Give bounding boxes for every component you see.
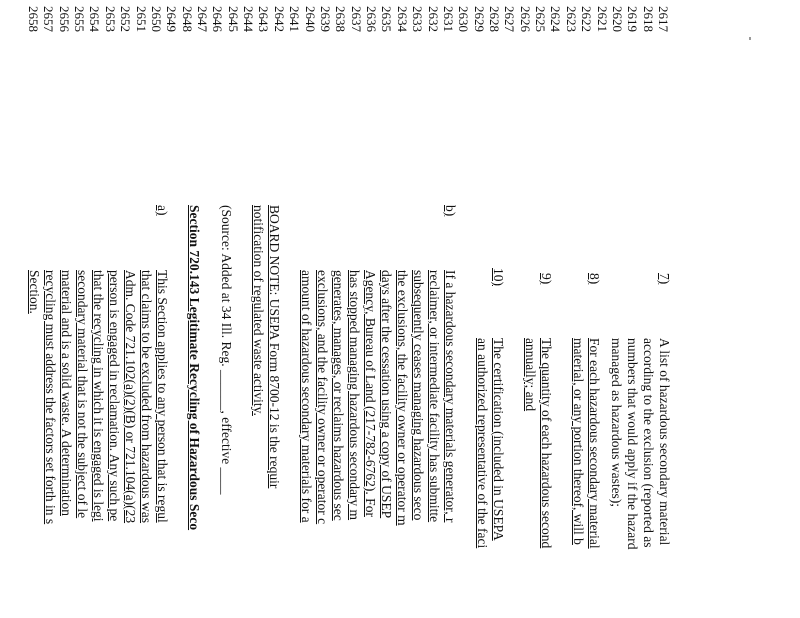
line-number: 2650 [149,6,164,32]
subsection-b-line: exclusions, and the facility owner or operator c [315,270,330,525]
item-9-line: annually; and [523,338,538,412]
line-number: 2656 [57,6,72,32]
item-8-line: For each hazardous secondary material [587,338,602,549]
board-note-line: notification of regulated waste activity. [251,205,266,416]
line-number: 2637 [349,6,364,32]
subsection-b-line: amount of hazardous secondary materials for a [299,270,314,523]
line-number: 2629 [472,6,487,32]
subsection-a-line: that the recycling in which it is engaged is legi [91,270,106,522]
line-number: 2635 [379,6,394,32]
item-10-label: 10) [491,268,506,286]
line-number: 2651 [134,6,149,32]
line-number: 2624 [548,6,563,32]
line-number: 2648 [180,6,195,32]
subsection-b-line: the exclusions, the facility owner or operator m [395,270,410,526]
subsection-a-line: Adm. Code 721.102(a)(2)(B) or 721.104(a)(23 [123,270,138,524]
subsection-a-line: Section. [27,270,42,314]
line-number: 2617 [656,6,671,32]
line-number: 2618 [641,6,656,32]
line-number: 2639 [318,6,333,32]
line-number: 2653 [103,6,118,32]
item-7-line: according to the exclusion (reported as [641,338,656,548]
item-9-label: 9) [539,273,554,285]
subsection-b-line: days after the cessation using a copy of USEP [379,270,394,519]
subsection-a-line: that claims to be excluded from hazardous was [139,270,154,524]
subsection-a-label: a) [155,205,170,216]
item-8-label: 8) [587,273,602,285]
line-number: 2622 [579,6,594,32]
subsection-b-line: Agency, Bureau of Land (217-782-6762). For [363,270,378,517]
line-number: 2649 [164,6,179,32]
line-number: 2655 [72,6,87,32]
line-number: 2636 [364,6,379,32]
line-number: 2627 [502,6,517,32]
line-number: 2630 [456,6,471,32]
line-number: 2633 [410,6,425,32]
line-number: 2646 [210,6,225,32]
subsection-b-label: b) [443,205,458,217]
subsection-b-line: has stopped managing hazardous secondary m [347,270,362,521]
line-number: 2642 [272,6,287,32]
line-number: 2658 [26,6,41,32]
line-number: 2632 [426,6,441,32]
line-number: 2657 [41,6,56,32]
line-number: 2619 [625,6,640,32]
line-number: 2645 [226,6,241,32]
line-number: 2628 [487,6,502,32]
line-number: 2641 [287,6,302,32]
item-7-line: A list of hazardous secondary material [657,338,672,546]
line-number: 2620 [610,6,625,32]
subsection-b-line: generates, manages, or reclaims hazardous sec [331,270,346,521]
section-title: Section 720.143 Legitimate Recycling of Hazardous Seco [187,205,202,531]
line-number: 2643 [256,6,271,32]
item-10-line: The certification (included in USEPA [491,338,506,541]
line-number: 2652 [118,6,133,32]
subsection-b-line: subsequently ceases managing hazardous seco [411,270,426,521]
subsection-a-line: secondary material that is not the subject of le [75,270,90,519]
item-7-line: managed as hazardous wastes); [609,338,624,508]
line-number: 2647 [195,6,210,32]
subsection-b-line: If a hazardous secondary materials generator, r [443,270,458,523]
line-number: 2625 [533,6,548,32]
line-number: 2654 [87,6,102,32]
subsection-b-line: reclaimer, or intermediate facility has submitte [427,270,442,523]
line-number: 2623 [564,6,579,32]
item-8-line: material, or any portion thereof, will b [571,338,586,545]
subsection-a-line: This Section applies to any person that is regul [155,270,170,523]
item-7-line: numbers that would apply if the hazard [625,338,640,550]
line-number: 2638 [333,6,348,32]
item-10-line: an authorized representative of the faci [475,338,490,549]
subsection-a-line: material and is a solid waste. A determination [59,270,74,516]
line-number: 2644 [241,6,256,32]
source-line: (Source: Added at 34 Ill. Reg. ______, effective ____ [219,205,234,495]
item-7-label: 7) [657,273,672,285]
line-number: 2626 [518,6,533,32]
subsection-a-line: person is engaged in reclamation. Any such pe [107,270,122,522]
board-note-line: BOARD NOTE: USEPA Form 8700-12 is the requir [267,205,282,489]
subsection-a-line: recycling must address the factors set forth in s [43,270,58,525]
line-number: 2621 [595,6,610,32]
line-number: 2631 [441,6,456,32]
line-number: 2640 [303,6,318,32]
item-9-line: The quantity of each hazardous second [539,338,554,549]
line-number: 2634 [395,6,410,32]
